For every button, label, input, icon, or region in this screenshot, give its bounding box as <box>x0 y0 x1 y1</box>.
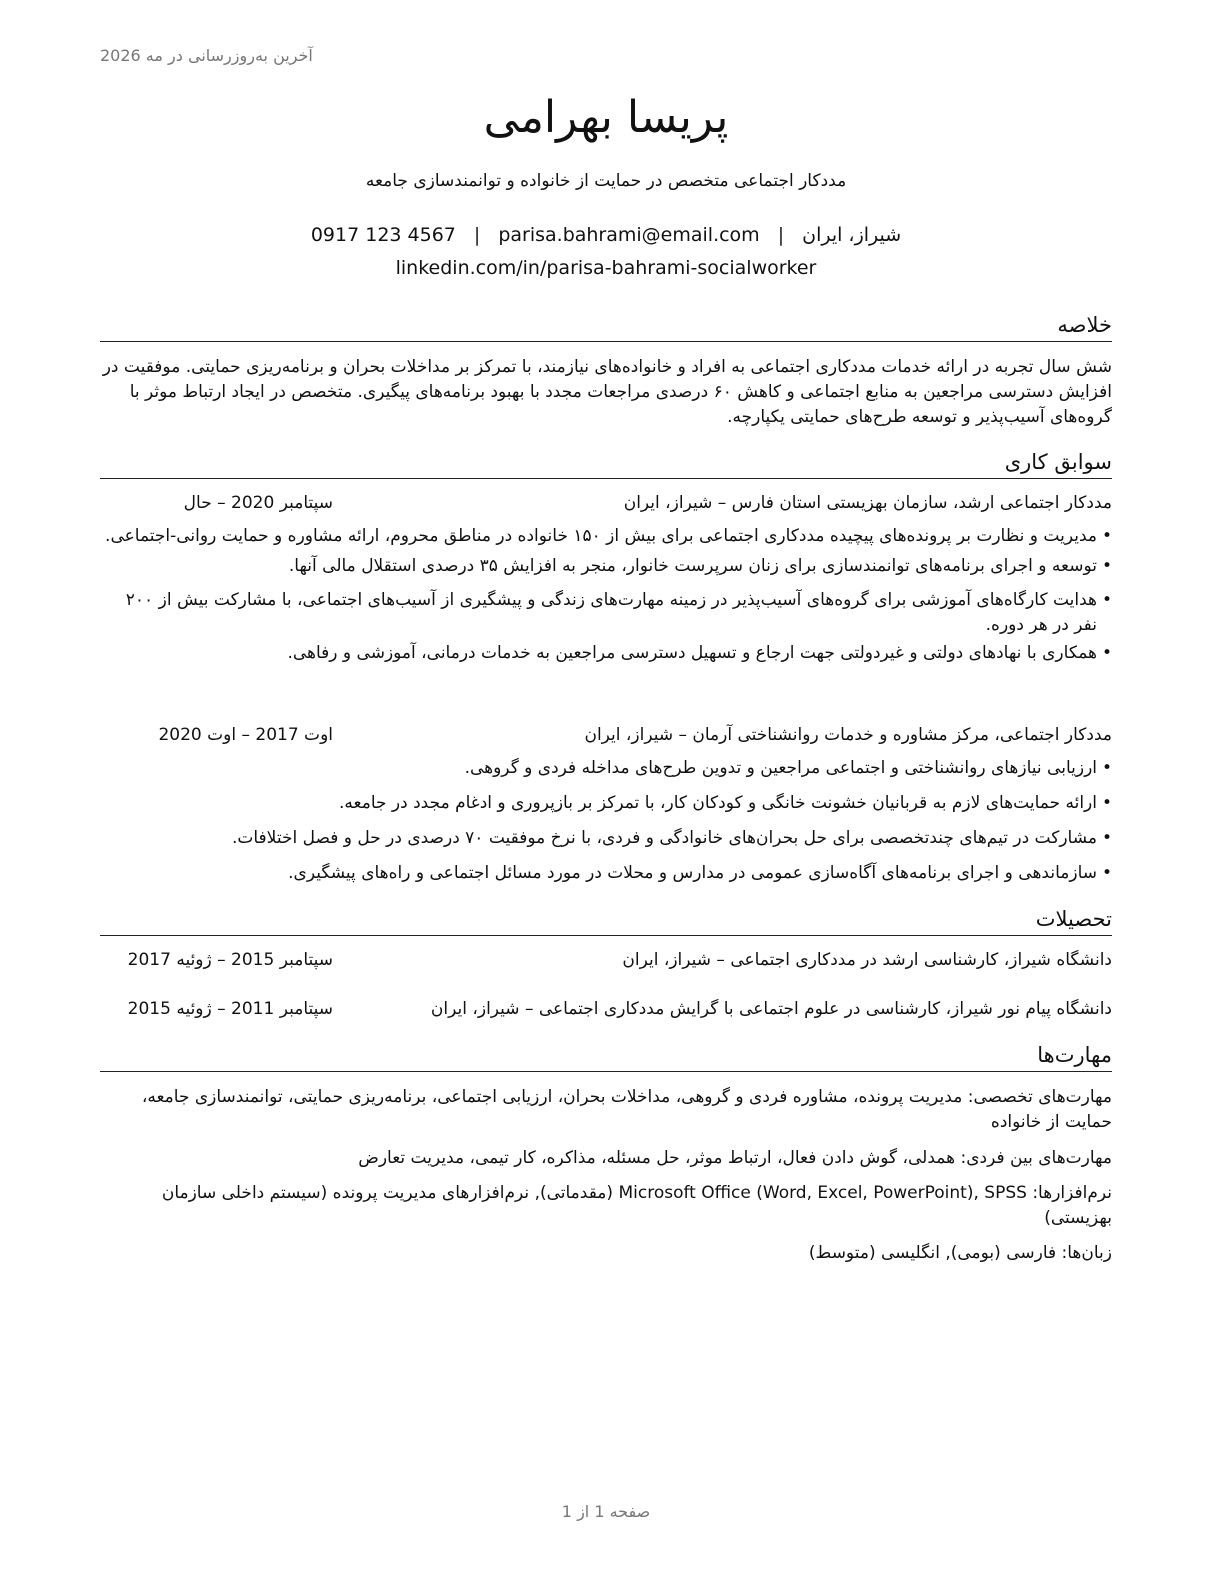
contact-email[interactable]: parisa.bahrami@email.com <box>498 224 760 246</box>
job-entry-header <box>100 493 1112 519</box>
job-bullet-list <box>100 756 1112 886</box>
skills-heading: مهارت‌ها <box>100 1040 1112 1072</box>
education-dates: سپتامبر 2015 – ژوئیه 2017 <box>127 950 333 970</box>
job-bullet: • هدایت کارگاه‌های آموزشی برای گروه‌های آسیب‌پذیر در زمینه مهارت‌های زندگی و پیشگیری از آسیب‌های اجتماعی، با مشارکت بیش از ۲۰۰ نفر در هر دوره. <box>100 588 1112 638</box>
job-dates: سپتامبر 2020 – حال <box>183 493 333 513</box>
skills-languages: زبان‌ها: فارسی (بومی), انگلیسی (متوسط) <box>808 1243 1112 1263</box>
education-entry <box>100 950 1112 976</box>
last-updated-note: آخرین به‌روزرسانی در مه 2026 <box>100 46 313 65</box>
skills-specialized: مهارت‌های تخصصی: مدیریت پرونده، مشاوره فردی و گروهی، مداخلات بحران، ارزیابی اجتماعی، برنامه‌ریزی حمایتی، توانمندسازی جامعه، حمایت از خانواده <box>141 1087 1112 1132</box>
summary-text: شش سال تجربه در ارائه خدمات مددکاری اجتماعی به افراد و خانواده‌های نیازمند، با تمرکز بر مداخلات بحران و برنامه‌ریزی حمایتی. موفقیت در افزایش دسترسی مراجعین به منابع اجتماعی و کاهش ۶۰ درصدی مراجعات مجدد با بهبود برنامه‌های پیگیری. متخصص در ایجاد ارتباط موثر با گروه‌های آسیب‌پذیر و توسعه طرح‌های حمایتی یکپارچه. <box>102 357 1112 427</box>
job-title: مددکار اجتماعی، مرکز مشاوره و خدمات روانشناختی آرمان – شیراز، ایران <box>584 725 1112 745</box>
contact-separator: | <box>473 224 481 246</box>
resume-page <box>100 0 1112 1584</box>
job-bullet: • همکاری با نهادهای دولتی و غیردولتی جهت ارجاع و تسهیل دسترسی مراجعین به خدمات درمانی، آموزشی و رفاهی. <box>100 641 1112 666</box>
education-entry <box>100 999 1112 1025</box>
job-bullet: • مشارکت در تیم‌های چندتخصصی برای حل بحران‌های خانوادگی و فردی، با نرخ موفقیت ۷۰ درصدی در حل و فصل اختلافات. <box>100 826 1112 851</box>
education-title: دانشگاه شیراز، کارشناسی ارشد در مددکاری اجتماعی – شیراز، ایران <box>622 950 1112 970</box>
skills-interpersonal: مهارت‌های بین فردی: همدلی، گوش دادن فعال، ارتباط موثر، حل مسئله، مذاکره، کار تیمی، مدیریت تعارض <box>358 1148 1112 1168</box>
education-dates: سپتامبر 2011 – ژوئیه 2015 <box>127 999 333 1019</box>
job-dates: اوت 2017 – اوت 2020 <box>158 725 333 745</box>
linkedin-link[interactable]: linkedin.com/in/parisa-bahrami-socialworker <box>395 257 817 279</box>
contact-location: شیراز، ایران <box>802 224 902 246</box>
job-entry-header <box>100 725 1112 751</box>
candidate-tagline: مددکار اجتماعی متخصص در حمایت از خانواده و توانمندسازی جامعه <box>365 171 847 191</box>
job-bullet: • توسعه و اجرای برنامه‌های توانمندسازی برای زنان سرپرست خانوار، منجر به افزایش ۳۵ درصدی استقلال مالی آنها. <box>100 554 1112 579</box>
job-bullet: • مدیریت و نظارت بر پرونده‌های پیچیده مددکاری اجتماعی برای بیش از ۱۵۰ خانواده در مناطق محروم، ارائه مشاوره و حمایت روانی-اجتماعی. <box>100 524 1112 549</box>
education-heading: تحصیلات <box>100 904 1112 936</box>
contact-line <box>100 224 1112 246</box>
job-title: مددکار اجتماعی ارشد، سازمان بهزیستی استان فارس – شیراز، ایران <box>623 493 1112 513</box>
candidate-name: پریسا بهرامی <box>483 92 729 143</box>
job-bullet: • ارائه حمایت‌های لازم به قربانیان خشونت خانگی و کودکان کار، با تمرکز بر بازپروری و ادغام مجدد در جامعه. <box>100 791 1112 816</box>
skills-software: نرم‌افزارها: Microsoft Office (Word, Excel, PowerPoint), SPSS (مقدماتی), نرم‌افزارهای مدیریت پرونده (سیستم داخلی سازمان بهزیستی) <box>161 1183 1112 1228</box>
job-bullet: • سازماندهی و اجرای برنامه‌های آگاه‌سازی عمومی در مدارس و محلات در مورد مسائل اجتماعی و راه‌های پیشگیری. <box>100 861 1112 886</box>
page-number: صفحه 1 از 1 <box>561 1502 651 1521</box>
job-bullet-list <box>100 524 1112 666</box>
job-bullet: • ارزیابی نیازهای روانشناختی و اجتماعی مراجعین و تدوین طرح‌های مداخله فردی و گروهی. <box>100 756 1112 781</box>
education-title: دانشگاه پیام نور شیراز، کارشناسی در علوم اجتماعی با گرایش مددکاری اجتماعی – شیراز، ایران <box>430 999 1112 1019</box>
summary-heading: خلاصه <box>100 310 1112 342</box>
experience-heading: سوابق کاری <box>100 447 1112 479</box>
contact-phone: 0917 123 4567 <box>310 224 456 246</box>
contact-separator: | <box>777 224 785 246</box>
